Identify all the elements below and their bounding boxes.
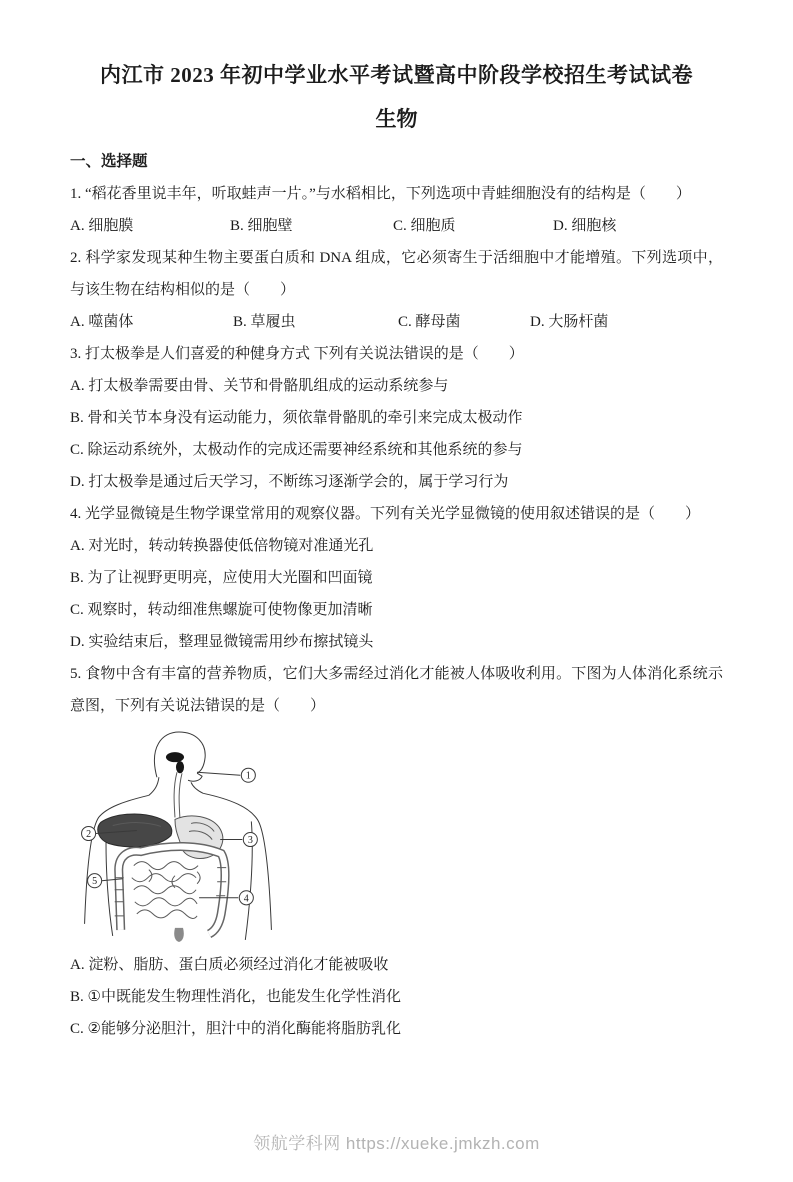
- question-5-option-c: C. ②能够分泌胆汁，胆汁中的消化酶能将脂肪乳化: [70, 1021, 401, 1037]
- watermark: 领航学科网 https://xueke.jmkzh.com: [253, 1134, 540, 1153]
- question-2-option-c: C. 酵母菌: [398, 314, 461, 330]
- question-3-option-b: B. 骨和关节本身没有运动能力，须依靠骨骼肌的牵引来完成太极动作: [70, 410, 523, 426]
- svg-text:5: 5: [92, 876, 98, 888]
- question-1-stem: 1. “稻花香里说丰年，听取蛙声一片。”与水稻相比，下列选项中青蛙细胞没有的结构是（ ）: [70, 186, 691, 202]
- question-2-option-d: D. 大肠杆菌: [530, 314, 609, 330]
- mouth-region: [166, 752, 184, 762]
- question-1: [70, 178, 723, 242]
- question-5-option-a: A. 淀粉、脂肪、蛋白质必须经过消化才能被吸收: [70, 957, 389, 973]
- question-4-option-c: C. 观察时，转动细准焦螺旋可使物像更加清晰: [70, 602, 373, 618]
- question-5-stem: 5. 食物中含有丰富的营养物质，它们大多需经过消化才能被人体吸收利用。下图为人体消化系统示意图，下列有关说法错误的是（ ）: [70, 666, 723, 714]
- digestive-system-figure: [78, 727, 288, 943]
- page-title: 内江市 2023 年初中学业水平考试暨高中阶段学校招生考试试卷: [100, 63, 693, 87]
- figure-head: [154, 732, 205, 781]
- large-intestine: [115, 847, 227, 934]
- question-1-option-b: B. 细胞壁: [230, 218, 293, 234]
- rectum: [174, 928, 184, 942]
- question-3-stem: 3. 打太极拳是人们喜爱的种健身方式 下列有关说法错误的是（ ）: [70, 346, 524, 362]
- question-4-option-a: A. 对光时，转动转换器使低倍物镜对准通光孔: [70, 538, 374, 554]
- question-4-option-d: D. 实验结束后，整理显微镜需用纱布擦拭镜头: [70, 634, 374, 650]
- question-3-option-d: D. 打太极拳是通过后天学习，不断练习逐渐学会的，属于学习行为: [70, 474, 509, 490]
- figure-label-1: [197, 768, 255, 782]
- question-1-option-c: C. 细胞质: [393, 218, 456, 234]
- question-4-option-b: B. 为了让视野更明亮，应使用大光圈和凹面镜: [70, 570, 373, 586]
- question-3-option-c: C. 除运动系统外，太极动作的完成还需要神经系统和其他系统的参与: [70, 442, 523, 458]
- section-heading: 一、选择题: [70, 153, 148, 170]
- subject-title: 生物: [375, 107, 418, 131]
- figure-label-3: [220, 832, 257, 846]
- question-4: [70, 498, 723, 658]
- question-1-options: [70, 210, 723, 242]
- question-4-stem: 4. 光学显微镜是生物学课堂常用的观察仪器。下列有关光学显微镜的使用叙述错误的是（ ）: [70, 506, 701, 522]
- question-2: [70, 242, 723, 338]
- question-2-option-b: B. 草履虫: [233, 314, 296, 330]
- svg-text:4: 4: [243, 893, 249, 905]
- question-5: [70, 658, 723, 1045]
- question-2-option-a: A. 噬菌体: [70, 314, 134, 330]
- exam-page: [0, 60, 793, 1182]
- question-2-options: [70, 306, 723, 338]
- question-3-option-a: A. 打太极拳需要由骨、关节和骨骼肌组成的运动系统参与: [70, 378, 449, 394]
- digestive-system-diagram: [78, 727, 280, 943]
- question-1-option-d: D. 细胞核: [553, 218, 617, 234]
- question-5-option-b: B. ①中既能发生物理性消化，也能发生化学性消化: [70, 989, 401, 1005]
- svg-text:1: 1: [245, 770, 251, 782]
- question-3: [70, 338, 723, 498]
- small-intestine: [132, 862, 200, 919]
- esophagus: [174, 772, 182, 819]
- figure-body-outline: [85, 777, 272, 940]
- svg-text:3: 3: [247, 835, 253, 847]
- question-2-stem: 2. 科学家发现某种生物主要蛋白质和 DNA 组成，它必须寄生于活细胞中才能增殖。下列选项中，与该生物在结构相似的是（ ）: [70, 250, 723, 298]
- questions-area: [70, 178, 723, 1045]
- question-1-option-a: A. 细胞膜: [70, 218, 134, 234]
- svg-text:2: 2: [86, 829, 92, 841]
- salivary-region: [176, 761, 184, 773]
